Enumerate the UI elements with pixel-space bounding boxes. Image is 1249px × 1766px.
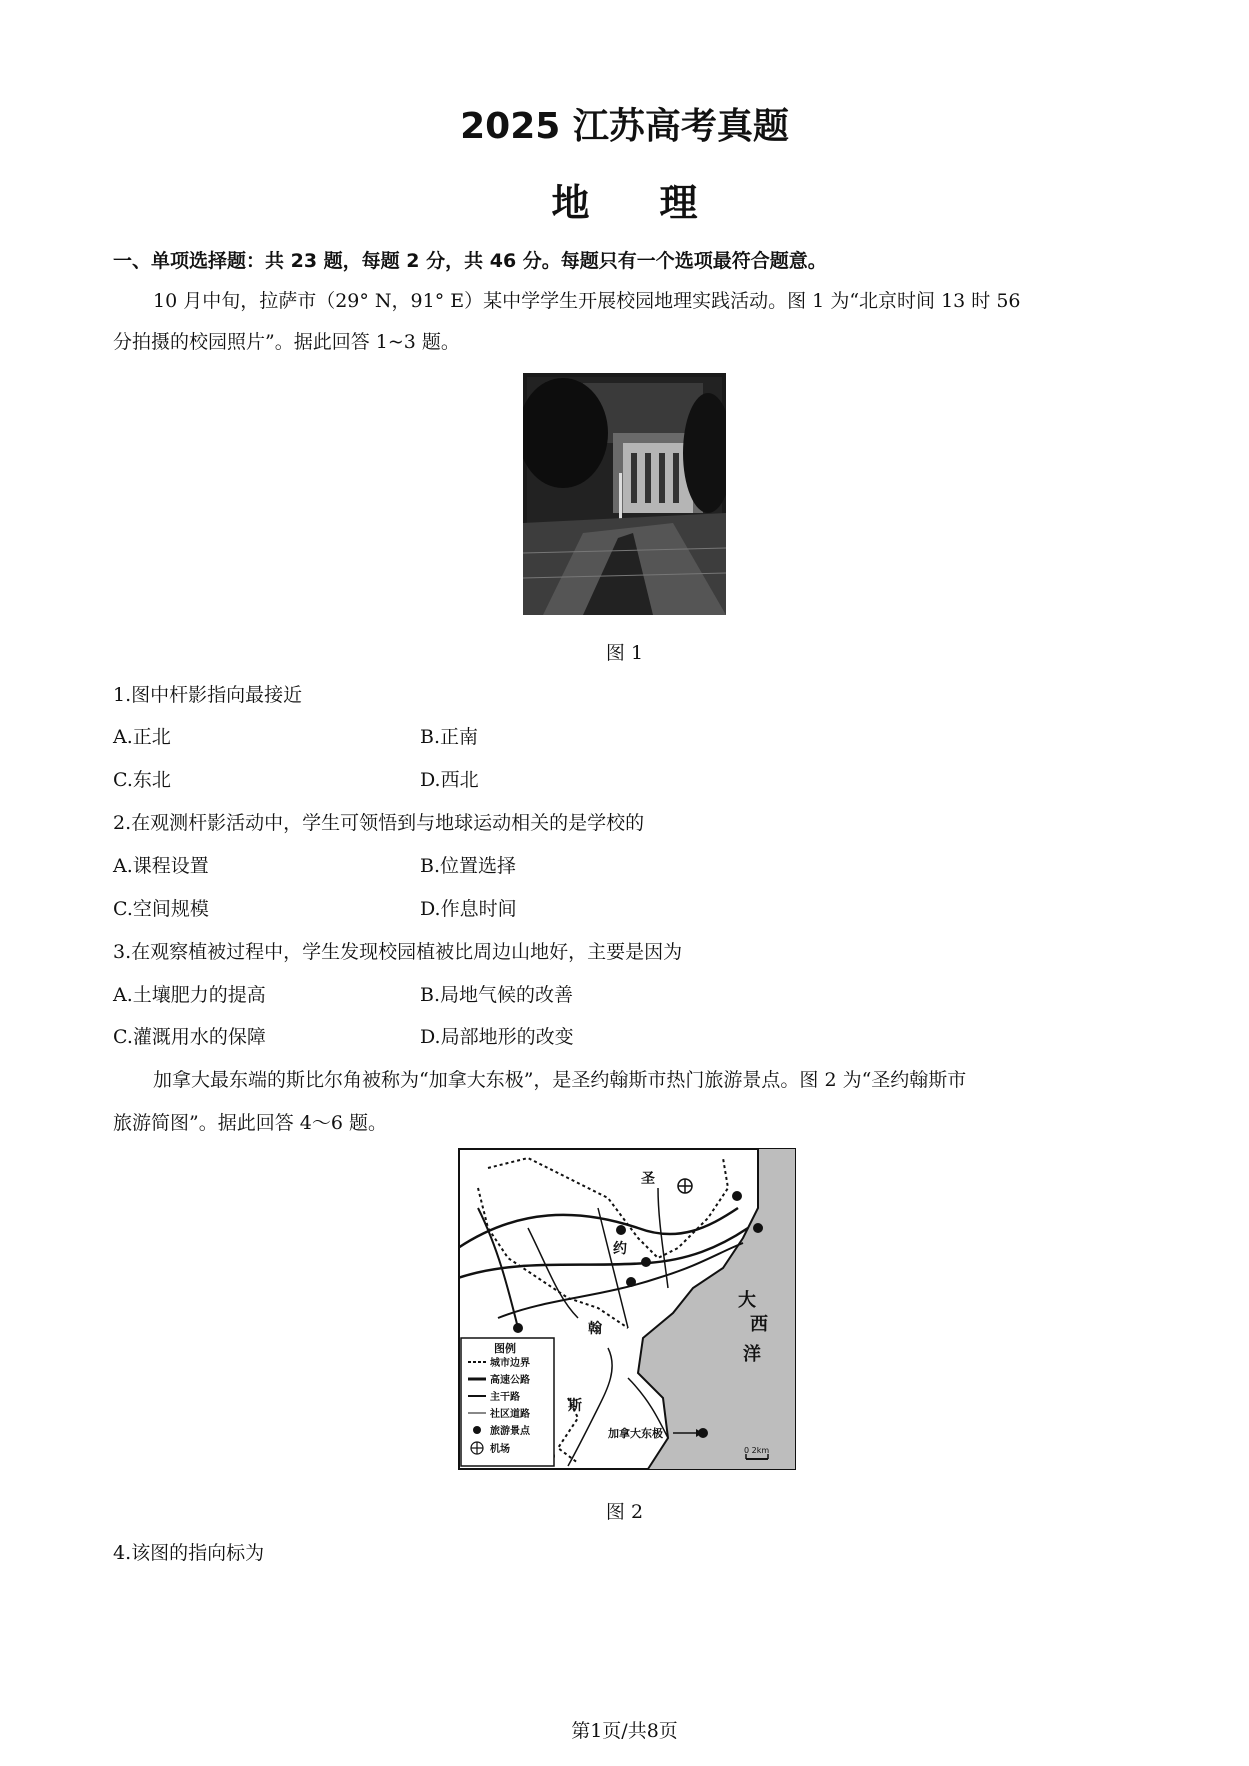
question-1-option-c: C.东北 — [113, 769, 171, 791]
question-1-option-a: A.正北 — [113, 726, 171, 748]
passage1-line1: 10 月中旬，拉萨市（29° N，91° E）某中学学生开展校园地理实践活动。图 1 为“北京时间 13 时 56 — [153, 290, 1021, 312]
legend-item-city-boundary: 城市边界 — [490, 1358, 530, 1369]
section-heading: 一、单项选择题：共 23 题，每题 2 分，共 46 分。每题只有一个选项最符合题意。 — [113, 250, 827, 272]
map-label-ocean-char-2: 西 — [750, 1314, 768, 1335]
figure2-caption: 图 2 — [605, 1501, 644, 1523]
map-label-city-char-1: 圣 — [641, 1171, 655, 1187]
question-1-option-d: D.西北 — [420, 769, 479, 791]
legend-item-tourist-spot: 旅游景点 — [490, 1426, 530, 1437]
question-4-stem: 4.该图的指向标为 — [113, 1542, 265, 1564]
subject-title: 地理 — [551, 180, 768, 225]
map-label-ocean-char-1: 大 — [738, 1290, 756, 1311]
page-number-footer: 第1页/共8页 — [571, 1720, 678, 1742]
legend-item-main-road: 主干路 — [490, 1392, 520, 1403]
map-label-ocean-char-3: 洋 — [743, 1344, 761, 1365]
question-2-stem: 2.在观测杆影活动中，学生可领悟到与地球运动相关的是学校的 — [113, 812, 645, 834]
page-title: 2025 江苏高考真题 — [460, 106, 789, 147]
legend-title: 图例 — [494, 1342, 516, 1355]
campus-photo-figure — [523, 373, 726, 615]
figure1-caption: 图 1 — [605, 642, 644, 664]
question-3-option-d: D.局部地形的改变 — [420, 1026, 574, 1048]
question-3-option-b: B.局地气候的改善 — [420, 984, 574, 1006]
question-1-option-b: B.正南 — [420, 726, 479, 748]
map-callout-label: 加拿大东极 — [608, 1427, 663, 1440]
legend-item-expressway: 高速公路 — [490, 1375, 530, 1386]
passage2-line2: 旅游简图”。据此回答 4～6 题。 — [113, 1112, 387, 1134]
st-johns-tourism-map — [458, 1148, 796, 1470]
question-2-option-c: C.空间规模 — [113, 898, 209, 920]
map-label-city-char-4: 斯 — [568, 1398, 582, 1414]
question-3-option-c: C.灌溉用水的保障 — [113, 1026, 266, 1048]
map-scale-label: 0 2km — [744, 1446, 770, 1455]
question-1-stem: 1.图中杆影指向最接近 — [113, 684, 303, 706]
passage1-line2: 分拍摄的校园照片”。据此回答 1~3 题。 — [113, 331, 460, 353]
question-3-option-a: A.土壤肥力的提高 — [113, 984, 266, 1006]
map-label-city-char-2: 约 — [613, 1241, 627, 1257]
question-2-option-b: B.位置选择 — [420, 855, 517, 877]
question-2-option-a: A.课程设置 — [113, 855, 209, 877]
question-3-stem: 3.在观察植被过程中，学生发现校园植被比周边山地好，主要是因为 — [113, 941, 683, 963]
legend-item-community-road: 社区道路 — [490, 1409, 530, 1420]
passage2-line1: 加拿大最东端的斯比尔角被称为“加拿大东极”，是圣约翰斯市热门旅游景点。图 2 为“圣约翰斯市 — [153, 1069, 967, 1091]
question-2-option-d: D.作息时间 — [420, 898, 517, 920]
map-label-city-char-3: 翰 — [588, 1321, 602, 1337]
legend-item-airport: 机场 — [490, 1444, 510, 1455]
